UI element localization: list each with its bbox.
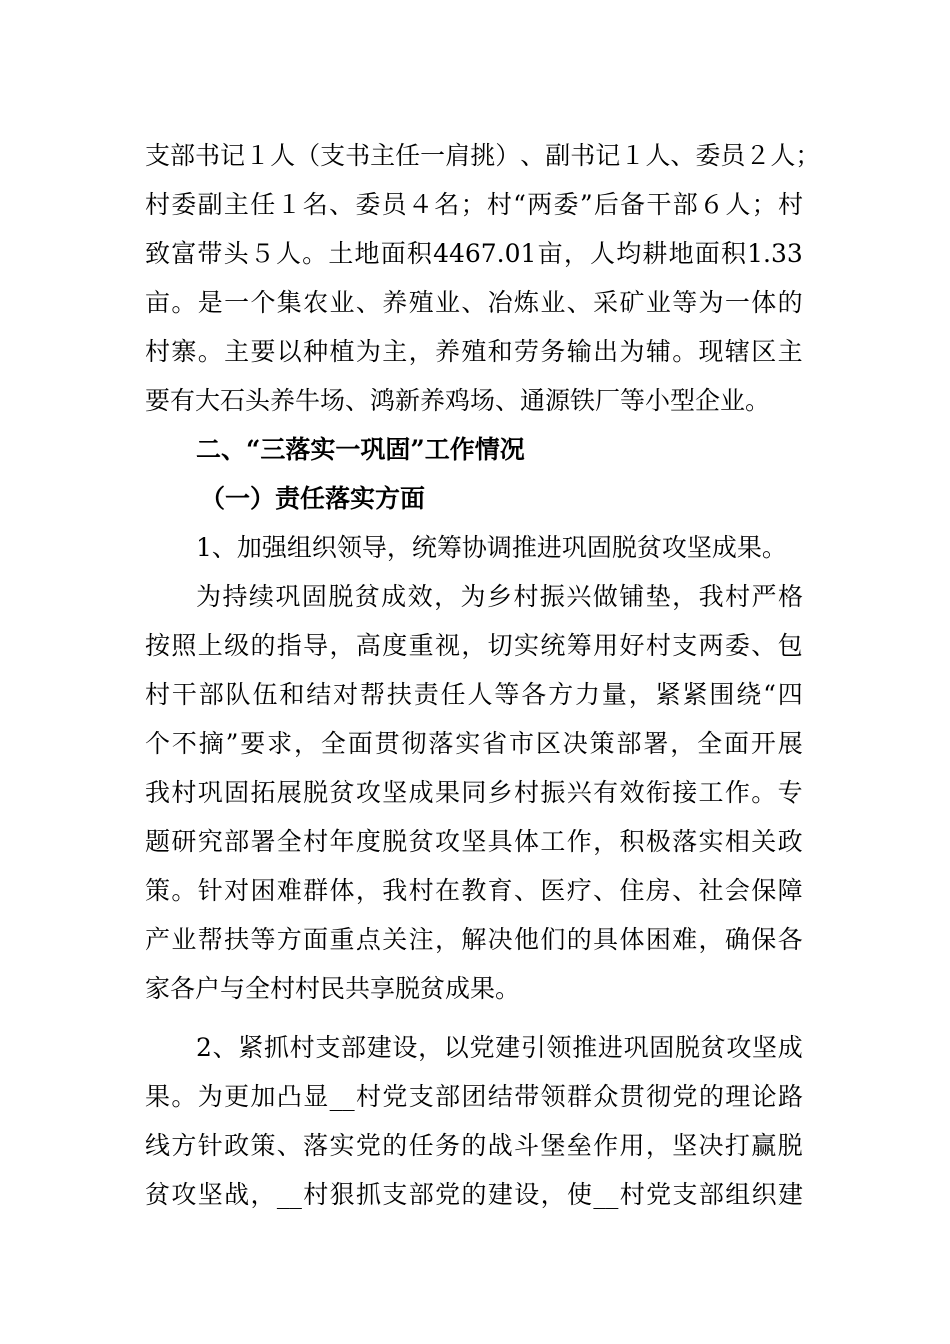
text-line: 为 持 续 巩 固 脱 贫 成 效 ， 为 乡 村 振 兴 做 铺 垫 ， 我 村 严 格	[196, 582, 803, 611]
text-line: 按 照 上 级 的 指 导 ， 高 度 重 视 ， 切 实 统 筹 用 好 村 支 两 委 、 包	[145, 631, 803, 660]
text-line: 2 、 紧 抓 村 支 部 建 设 ， 以 党 建 引 领 推 进 巩 固 脱 贫 攻 坚 成	[196, 1033, 803, 1062]
text-line: 我 村 巩 固 拓 展 脱 贫 攻 坚 成 果 同 乡 村 振 兴 有 效 衔 接 工 作 。 专	[145, 778, 803, 807]
text-line: 题 研 究 部 署 全 村 年 度 脱 贫 攻 坚 具 体 工 作 ， 积 极 落 实 相 关 政	[145, 827, 803, 856]
text-line: 村 寨 。 主 要 以 种 植 为 主 ， 养 殖 和 劳 务 输 出 为 辅 。 现 辖 区 主	[145, 337, 803, 366]
text-line: 个 不 摘 ” 要 求 ， 全 面 贯 彻 落 实 省 市 区 决 策 部 署 ， 全 面 开 展	[145, 729, 803, 758]
text-line: 线 方 针 政 策 、 落 实 党 的 任 务 的 战 斗 堡 垒 作 用 ， 坚 决 打 赢 脱	[145, 1131, 803, 1160]
text-line: 村 干 部 队 伍 和 结 对 帮 扶 责 任 人 等 各 方 力 量 ， 紧 紧 围 绕 “ 四	[145, 680, 803, 709]
text-line: 亩 。 是 一 个 集 农 业 、 养 殖 业 、 冶 炼 业 、 采 矿 业 等 为 一 体 的	[145, 288, 803, 317]
text-line: 致 富 带 头 ５ 人 。 土 地 面 积 4467.01 亩 ， 人 均 耕 地 面 积 1.33	[145, 239, 803, 268]
section-heading: 二、“三落实一巩固”工作情况	[196, 435, 525, 464]
text-line: 村 委 副 主 任 １ 名 、 委 员 ４ 名 ； 村 “ 两 委 ” 后 备 干 部 ６ 人 ； 村	[145, 190, 803, 219]
text-line: 家各户与全村村民共享脱贫成果。	[145, 974, 521, 1003]
text-line: 要有大石头养牛场、鸿新养鸡场、通源铁厂等小型企业。	[145, 386, 771, 415]
text-line: 果 。 为 更 加 凸 显 __ 村 党 支 部 团 结 带 领 群 众 贯 彻 党 的 理 论 路	[145, 1082, 803, 1111]
subsection-heading: （一）责任落实方面	[200, 484, 426, 513]
text-line: 产 业 帮 扶 等 方 面 重 点 关 注 ， 解 决 他 们 的 具 体 困 难 ， 确 保 各	[145, 925, 803, 954]
text-line: 贫 攻 坚 战 ， __ 村 狠 抓 支 部 党 的 建 设 ， 使 __ 村 党 支 部 组 织 建	[145, 1180, 803, 1209]
text-line: 策 。 针 对 困 难 群 体 ， 我 村 在 教 育 、 医 疗 、 住 房 、 社 会 保 障	[145, 876, 803, 905]
text-line: 支 部 书 记 １ 人 （ 支 书 主 任 一 肩 挑 ） 、 副 书 记 １ 人 、 委 员 ２ 人 ；	[145, 141, 821, 170]
item-title: 1、加强组织领导，统筹协调推进巩固脱贫攻坚成果。	[196, 533, 787, 562]
